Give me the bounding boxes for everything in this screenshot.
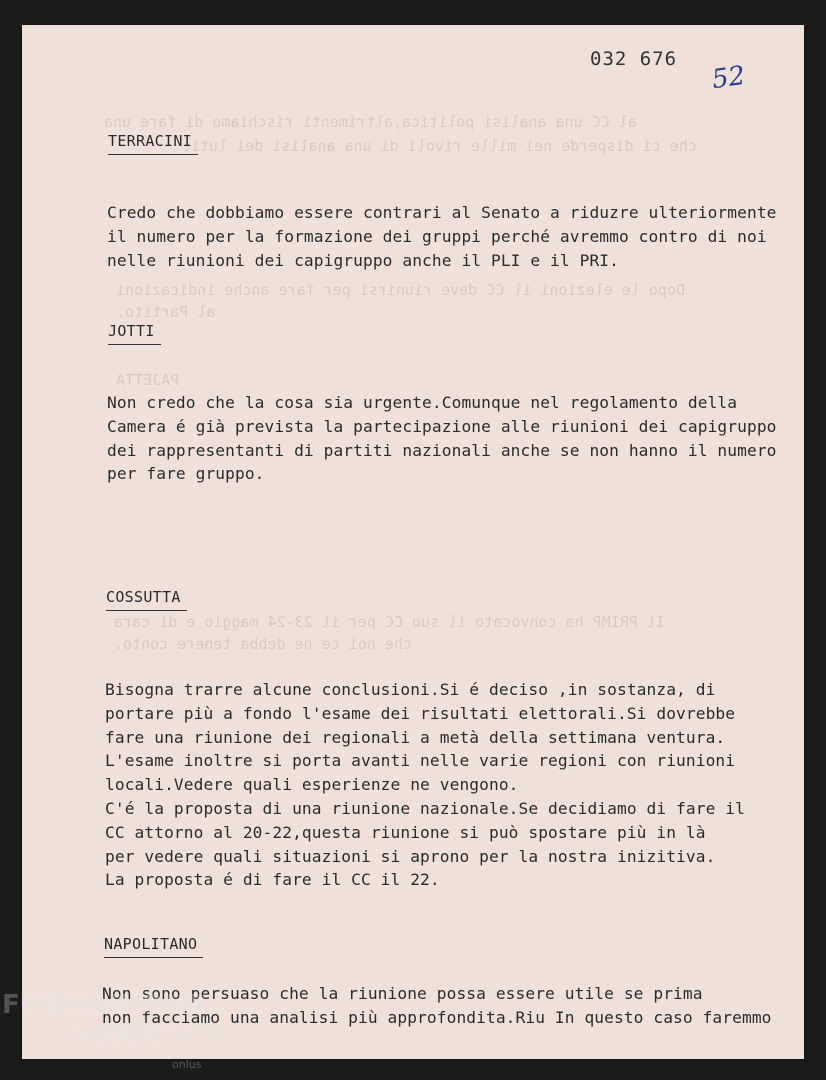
bleed-through-text: Il PRIMP ha convocato il suo CC per il 23-24 maggio e di cara <box>114 613 665 631</box>
text-line: La proposta é di fare il CC il 22. <box>105 870 440 890</box>
bleed-through-text: che noi ce ne debba tenere conto. <box>114 635 413 653</box>
bleed-through-text: al CC una analisi politica,altrimenti rischiamo di fare una <box>104 113 637 131</box>
text-line: L'esame inoltre si porta avanti nelle varie regioni con riunioni <box>105 751 736 771</box>
text-line: Credo che dobbiamo essere contrari al Senato a riduzre ulteriormente <box>107 203 777 222</box>
bleed-through-text: PAJETTA <box>116 371 180 389</box>
text-line: Bisogna trarre alcune conclusioni.Si é deciso ,in sostanza, di <box>105 680 716 699</box>
watermark-line: FONDAZIONE <box>2 990 206 1020</box>
text-line: Camera é già prevista la partecipazione alle riunioni dei capigruppo <box>107 416 777 436</box>
speaker-napolitano: NAPOLITANO <box>104 935 198 953</box>
speaker-cossutta: COSSUTTA <box>106 588 181 606</box>
watermark-line: GRAMSCI <box>72 1020 214 1050</box>
text-line: portare più a fondo l'esame dei risultati elettorali.Si dovrebbe <box>105 703 736 723</box>
text-line: non facciamo una analisi più approfondita.Riu In questo caso faremmo <box>102 1007 772 1027</box>
speaker-terracini: TERRACINI <box>108 132 192 150</box>
handwritten-page-number: 52 <box>710 60 748 96</box>
speaker-jotti: JOTTI <box>108 322 155 340</box>
bleed-through-text: al Partito. <box>116 303 216 321</box>
bleed-through-text: che ci disperde nei mille rivoli di una analisi dei luti. <box>182 137 697 155</box>
watermark-line: onlus <box>172 1058 202 1071</box>
archive-number: 032 676 <box>590 48 678 70</box>
text-line: fare una riunione dei regionali a metà della settimana ventura. <box>105 727 726 747</box>
text-line: Non sono persuaso che la riunione possa essere utile se prima <box>102 984 703 1003</box>
document-page <box>22 25 804 1059</box>
text-line: Non credo che la cosa sia urgente.Comunque nel regolamento della <box>107 393 738 412</box>
paragraph-napolitano <box>102 982 772 1030</box>
text-line: dei rappresentanti di partiti nazionali anche se non hanno il numero <box>107 440 777 460</box>
text-line: nelle riunioni dei capigruppo anche il PLI e il PRI. <box>107 250 619 270</box>
text-line: locali.Vedere quali esperienze ne vengono. <box>105 775 519 795</box>
text-line: per vedere quali situazioni si aprono per la nostra inizitiva. <box>105 846 716 866</box>
text-line: CC attorno al 20-22,questa riunione si può spostare più in là <box>105 822 706 842</box>
paragraph-jotti <box>107 391 777 486</box>
paragraph-cossutta <box>105 678 745 892</box>
bleed-through-text: Dopo le elezioni il CC deve riunirsi per fare anche indicazioni <box>116 281 685 299</box>
text-line: il numero per la formazione dei gruppi perché avremmo contro di noi <box>107 226 767 246</box>
paragraph-terracini <box>107 201 777 272</box>
text-line: per fare gruppo. <box>107 464 265 484</box>
text-line: C'é la proposta di una riunione nazionale.Se decidiamo di fare il <box>105 798 745 818</box>
